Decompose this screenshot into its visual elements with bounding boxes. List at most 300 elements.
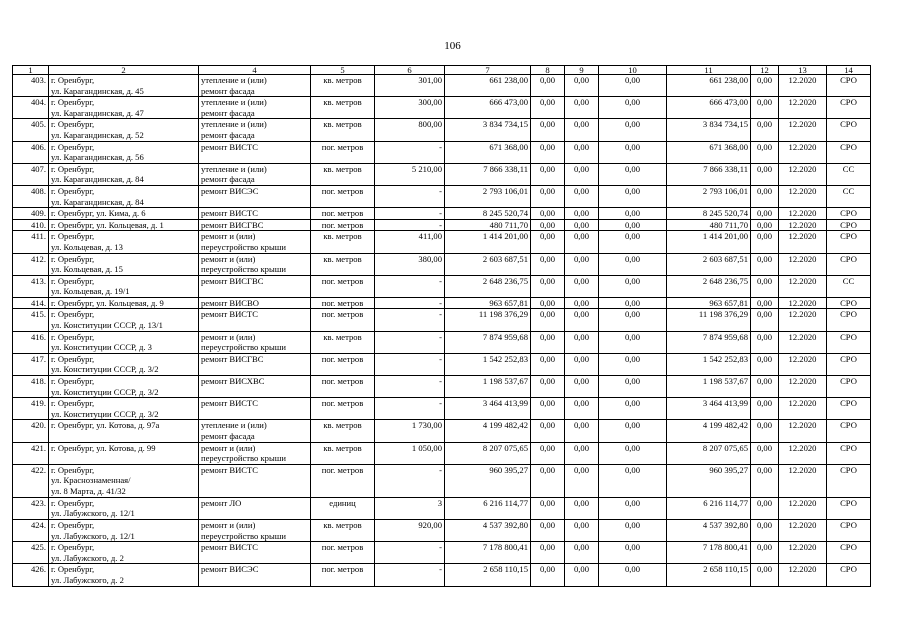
method-cell: СРО: [827, 253, 871, 275]
municipal-cost-cell: 0,00: [599, 163, 667, 185]
fund-cost-cell: 0,00: [531, 442, 565, 464]
table-row: [13, 420, 871, 442]
method-cell: СРО: [827, 297, 871, 309]
method-cell: СРО: [827, 420, 871, 442]
total-cost-cell: 666 473,00: [445, 97, 531, 119]
column-number-header: 6: [375, 66, 445, 75]
work-type-cell: ремонт и (или) переустройство крыши: [199, 331, 311, 353]
column-number-header: 5: [311, 66, 375, 75]
unit-cell: пог. метров: [311, 208, 375, 220]
row-number-cell: 425.: [13, 542, 49, 564]
other-cost-cell: 0,00: [751, 185, 779, 207]
budget-cost-cell: 0,00: [565, 141, 599, 163]
volume-cell: -: [375, 331, 445, 353]
owners-cost-cell: 2 658 110,15: [667, 564, 751, 586]
address-cell: г. Оренбург, ул. Карагандинская, д. 45: [49, 75, 199, 97]
volume-cell: -: [375, 398, 445, 420]
address-cell: г. Оренбург, ул. Конституции СССР, д. 3/2: [49, 353, 199, 375]
other-cost-cell: 0,00: [751, 542, 779, 564]
unit-cell: кв. метров: [311, 163, 375, 185]
volume-cell: -: [375, 309, 445, 331]
unit-cell: пог. метров: [311, 309, 375, 331]
completion-date-cell: 12.2020: [779, 253, 827, 275]
volume-cell: 920,00: [375, 519, 445, 541]
row-number-cell: 410.: [13, 219, 49, 231]
volume-cell: 800,00: [375, 119, 445, 141]
table-row: [13, 331, 871, 353]
completion-date-cell: 12.2020: [779, 398, 827, 420]
fund-cost-cell: 0,00: [531, 420, 565, 442]
completion-date-cell: 12.2020: [779, 331, 827, 353]
owners-cost-cell: 7 866 338,11: [667, 163, 751, 185]
table-row: [13, 376, 871, 398]
column-number-header: 7: [445, 66, 531, 75]
other-cost-cell: 0,00: [751, 331, 779, 353]
work-type-cell: ремонт ВИСХВС: [199, 376, 311, 398]
table-row: [13, 564, 871, 586]
completion-date-cell: 12.2020: [779, 119, 827, 141]
address-cell: г. Оренбург, ул. Кольцевая, д. 13: [49, 231, 199, 253]
address-cell: г. Оренбург, ул. Карагандинская, д. 47: [49, 97, 199, 119]
total-cost-cell: 2 648 236,75: [445, 275, 531, 297]
budget-cost-cell: 0,00: [565, 353, 599, 375]
total-cost-cell: 671 368,00: [445, 141, 531, 163]
other-cost-cell: 0,00: [751, 497, 779, 519]
method-cell: СРО: [827, 75, 871, 97]
fund-cost-cell: 0,00: [531, 331, 565, 353]
address-cell: г. Оренбург, ул. Конституции СССР, д. 3/2: [49, 376, 199, 398]
table-row: [13, 253, 871, 275]
other-cost-cell: 0,00: [751, 519, 779, 541]
owners-cost-cell: 8 207 075,65: [667, 442, 751, 464]
municipal-cost-cell: 0,00: [599, 275, 667, 297]
total-cost-cell: 11 198 376,29: [445, 309, 531, 331]
address-cell: г. Оренбург, ул. Кольцевая, д. 1: [49, 219, 199, 231]
completion-date-cell: 12.2020: [779, 497, 827, 519]
fund-cost-cell: 0,00: [531, 231, 565, 253]
volume-cell: 5 210,00: [375, 163, 445, 185]
completion-date-cell: 12.2020: [779, 97, 827, 119]
completion-date-cell: 12.2020: [779, 309, 827, 331]
row-number-cell: 419.: [13, 398, 49, 420]
column-number-header: 10: [599, 66, 667, 75]
row-number-cell: 417.: [13, 353, 49, 375]
address-cell: г. Оренбург, ул. Лабужского, д. 2: [49, 564, 199, 586]
fund-cost-cell: 0,00: [531, 185, 565, 207]
other-cost-cell: 0,00: [751, 141, 779, 163]
volume-cell: -: [375, 464, 445, 497]
row-number-cell: 407.: [13, 163, 49, 185]
work-type-cell: ремонт и (или) переустройство крыши: [199, 442, 311, 464]
volume-cell: -: [375, 141, 445, 163]
fund-cost-cell: 0,00: [531, 497, 565, 519]
budget-cost-cell: 0,00: [565, 519, 599, 541]
address-cell: г. Оренбург, ул. Лабужского, д. 12/1: [49, 519, 199, 541]
municipal-cost-cell: 0,00: [599, 398, 667, 420]
budget-cost-cell: 0,00: [565, 542, 599, 564]
table-row: [13, 97, 871, 119]
municipal-cost-cell: 0,00: [599, 97, 667, 119]
volume-cell: -: [375, 297, 445, 309]
other-cost-cell: 0,00: [751, 97, 779, 119]
method-cell: СРО: [827, 464, 871, 497]
column-number-header: 14: [827, 66, 871, 75]
work-type-cell: утепление и (или) ремонт фасада: [199, 75, 311, 97]
fund-cost-cell: 0,00: [531, 141, 565, 163]
method-cell: СРО: [827, 119, 871, 141]
budget-cost-cell: 0,00: [565, 208, 599, 220]
row-number-cell: 416.: [13, 331, 49, 353]
volume-cell: -: [375, 376, 445, 398]
owners-cost-cell: 7 874 959,68: [667, 331, 751, 353]
municipal-cost-cell: 0,00: [599, 331, 667, 353]
unit-cell: кв. метров: [311, 97, 375, 119]
completion-date-cell: 12.2020: [779, 442, 827, 464]
fund-cost-cell: 0,00: [531, 119, 565, 141]
completion-date-cell: 12.2020: [779, 564, 827, 586]
unit-cell: пог. метров: [311, 297, 375, 309]
table-row: [13, 464, 871, 497]
unit-cell: пог. метров: [311, 353, 375, 375]
budget-cost-cell: 0,00: [565, 564, 599, 586]
completion-date-cell: 12.2020: [779, 376, 827, 398]
method-cell: СРО: [827, 97, 871, 119]
municipal-cost-cell: 0,00: [599, 75, 667, 97]
work-type-cell: ремонт ВИСВО: [199, 297, 311, 309]
total-cost-cell: 4 537 392,80: [445, 519, 531, 541]
other-cost-cell: 0,00: [751, 219, 779, 231]
work-type-cell: ремонт ВИСТС: [199, 309, 311, 331]
address-cell: г. Оренбург, ул. Кольцевая, д. 15: [49, 253, 199, 275]
method-cell: СРО: [827, 564, 871, 586]
work-type-cell: ремонт ВИСТС: [199, 542, 311, 564]
table-body: [13, 75, 871, 587]
total-cost-cell: 1 414 201,00: [445, 231, 531, 253]
unit-cell: единиц: [311, 497, 375, 519]
fund-cost-cell: 0,00: [531, 275, 565, 297]
other-cost-cell: 0,00: [751, 353, 779, 375]
owners-cost-cell: 2 793 106,01: [667, 185, 751, 207]
completion-date-cell: 12.2020: [779, 141, 827, 163]
table-row: [13, 75, 871, 97]
row-number-cell: 415.: [13, 309, 49, 331]
fund-cost-cell: 0,00: [531, 464, 565, 497]
work-type-cell: утепление и (или) ремонт фасада: [199, 420, 311, 442]
address-cell: г. Оренбург, ул. Кольцевая, д. 19/1: [49, 275, 199, 297]
table-row: [13, 442, 871, 464]
column-number-header: 2: [49, 66, 199, 75]
other-cost-cell: 0,00: [751, 376, 779, 398]
method-cell: СРО: [827, 376, 871, 398]
unit-cell: кв. метров: [311, 442, 375, 464]
volume-cell: 3: [375, 497, 445, 519]
fund-cost-cell: 0,00: [531, 376, 565, 398]
work-type-cell: утепление и (или) ремонт фасада: [199, 119, 311, 141]
completion-date-cell: 12.2020: [779, 542, 827, 564]
method-cell: СРО: [827, 309, 871, 331]
owners-cost-cell: 6 216 114,77: [667, 497, 751, 519]
completion-date-cell: 12.2020: [779, 75, 827, 97]
row-number-cell: 405.: [13, 119, 49, 141]
total-cost-cell: 480 711,70: [445, 219, 531, 231]
work-type-cell: ремонт ВИСГВС: [199, 219, 311, 231]
work-type-cell: утепление и (или) ремонт фасада: [199, 97, 311, 119]
municipal-cost-cell: 0,00: [599, 376, 667, 398]
owners-cost-cell: 661 238,00: [667, 75, 751, 97]
address-cell: г. Оренбург, ул. Карагандинская, д. 84: [49, 185, 199, 207]
municipal-cost-cell: 0,00: [599, 185, 667, 207]
column-number-header: 4: [199, 66, 311, 75]
work-type-cell: ремонт ВИСТС: [199, 464, 311, 497]
owners-cost-cell: 3 464 413,99: [667, 398, 751, 420]
work-type-cell: ремонт и (или) переустройство крыши: [199, 253, 311, 275]
completion-date-cell: 12.2020: [779, 231, 827, 253]
budget-cost-cell: 0,00: [565, 420, 599, 442]
column-number-header: 11: [667, 66, 751, 75]
owners-cost-cell: 7 178 800,41: [667, 542, 751, 564]
municipal-cost-cell: 0,00: [599, 141, 667, 163]
work-type-cell: ремонт ВИСЭС: [199, 185, 311, 207]
other-cost-cell: 0,00: [751, 297, 779, 309]
completion-date-cell: 12.2020: [779, 185, 827, 207]
total-cost-cell: 963 657,81: [445, 297, 531, 309]
fund-cost-cell: 0,00: [531, 75, 565, 97]
row-number-cell: 412.: [13, 253, 49, 275]
unit-cell: пог. метров: [311, 398, 375, 420]
unit-cell: пог. метров: [311, 376, 375, 398]
method-cell: СРО: [827, 398, 871, 420]
other-cost-cell: 0,00: [751, 442, 779, 464]
table-row: [13, 208, 871, 220]
address-cell: г. Оренбург, ул. Лабужского, д. 2: [49, 542, 199, 564]
owners-cost-cell: 1 542 252,83: [667, 353, 751, 375]
budget-cost-cell: 0,00: [565, 331, 599, 353]
budget-cost-cell: 0,00: [565, 297, 599, 309]
unit-cell: пог. метров: [311, 542, 375, 564]
table-row: [13, 309, 871, 331]
work-type-cell: ремонт ВИСГВС: [199, 353, 311, 375]
fund-cost-cell: 0,00: [531, 297, 565, 309]
table-row: [13, 219, 871, 231]
other-cost-cell: 0,00: [751, 564, 779, 586]
table-row: [13, 519, 871, 541]
address-cell: г. Оренбург, ул. Котова, д. 97а: [49, 420, 199, 442]
other-cost-cell: 0,00: [751, 464, 779, 497]
table-row: [13, 119, 871, 141]
volume-cell: 1 730,00: [375, 420, 445, 442]
municipal-cost-cell: 0,00: [599, 208, 667, 220]
address-cell: г. Оренбург, ул. Кима, д. 6: [49, 208, 199, 220]
row-number-cell: 408.: [13, 185, 49, 207]
total-cost-cell: 4 199 482,42: [445, 420, 531, 442]
work-type-cell: ремонт ВИСГВС: [199, 275, 311, 297]
method-cell: СС: [827, 163, 871, 185]
completion-date-cell: 12.2020: [779, 219, 827, 231]
fund-cost-cell: 0,00: [531, 309, 565, 331]
volume-cell: -: [375, 219, 445, 231]
work-type-cell: ремонт ВИСЭС: [199, 564, 311, 586]
capital-repair-table: [12, 65, 871, 587]
row-number-cell: 426.: [13, 564, 49, 586]
address-cell: г. Оренбург, ул. Котова, д. 99: [49, 442, 199, 464]
other-cost-cell: 0,00: [751, 208, 779, 220]
unit-cell: пог. метров: [311, 141, 375, 163]
completion-date-cell: 12.2020: [779, 297, 827, 309]
total-cost-cell: 2 793 106,01: [445, 185, 531, 207]
address-cell: г. Оренбург, ул. Карагандинская, д. 84: [49, 163, 199, 185]
budget-cost-cell: 0,00: [565, 219, 599, 231]
unit-cell: кв. метров: [311, 231, 375, 253]
budget-cost-cell: 0,00: [565, 231, 599, 253]
column-number-header: 1: [13, 66, 49, 75]
fund-cost-cell: 0,00: [531, 219, 565, 231]
table-row: [13, 231, 871, 253]
method-cell: СРО: [827, 542, 871, 564]
address-cell: г. Оренбург, ул. Конституции СССР, д. 3/2: [49, 398, 199, 420]
municipal-cost-cell: 0,00: [599, 542, 667, 564]
row-number-cell: 421.: [13, 442, 49, 464]
municipal-cost-cell: 0,00: [599, 442, 667, 464]
completion-date-cell: 12.2020: [779, 420, 827, 442]
total-cost-cell: 1 198 537,67: [445, 376, 531, 398]
table-row: [13, 275, 871, 297]
row-number-cell: 413.: [13, 275, 49, 297]
address-cell: г. Оренбург, ул. Карагандинская, д. 52: [49, 119, 199, 141]
municipal-cost-cell: 0,00: [599, 253, 667, 275]
fund-cost-cell: 0,00: [531, 208, 565, 220]
address-cell: г. Оренбург, ул. Карагандинская, д. 56: [49, 141, 199, 163]
budget-cost-cell: 0,00: [565, 464, 599, 497]
unit-cell: кв. метров: [311, 519, 375, 541]
completion-date-cell: 12.2020: [779, 519, 827, 541]
unit-cell: пог. метров: [311, 564, 375, 586]
fund-cost-cell: 0,00: [531, 97, 565, 119]
completion-date-cell: 12.2020: [779, 208, 827, 220]
total-cost-cell: 8 245 520,74: [445, 208, 531, 220]
method-cell: СРО: [827, 331, 871, 353]
method-cell: СС: [827, 275, 871, 297]
budget-cost-cell: 0,00: [565, 275, 599, 297]
table-row: [13, 353, 871, 375]
other-cost-cell: 0,00: [751, 275, 779, 297]
method-cell: СРО: [827, 353, 871, 375]
budget-cost-cell: 0,00: [565, 75, 599, 97]
total-cost-cell: 3 464 413,99: [445, 398, 531, 420]
unit-cell: пог. метров: [311, 185, 375, 207]
column-number-header: 12: [751, 66, 779, 75]
municipal-cost-cell: 0,00: [599, 353, 667, 375]
municipal-cost-cell: 0,00: [599, 420, 667, 442]
other-cost-cell: 0,00: [751, 309, 779, 331]
column-number-header: 8: [531, 66, 565, 75]
volume-cell: 380,00: [375, 253, 445, 275]
work-type-cell: утепление и (или) ремонт фасада: [199, 163, 311, 185]
row-number-cell: 422.: [13, 464, 49, 497]
completion-date-cell: 12.2020: [779, 464, 827, 497]
municipal-cost-cell: 0,00: [599, 297, 667, 309]
fund-cost-cell: 0,00: [531, 398, 565, 420]
column-number-header: 9: [565, 66, 599, 75]
row-number-cell: 406.: [13, 141, 49, 163]
method-cell: СРО: [827, 141, 871, 163]
budget-cost-cell: 0,00: [565, 442, 599, 464]
budget-cost-cell: 0,00: [565, 398, 599, 420]
unit-cell: кв. метров: [311, 75, 375, 97]
owners-cost-cell: 671 368,00: [667, 141, 751, 163]
other-cost-cell: 0,00: [751, 398, 779, 420]
volume-cell: 411,00: [375, 231, 445, 253]
row-number-cell: 409.: [13, 208, 49, 220]
row-number-cell: 414.: [13, 297, 49, 309]
municipal-cost-cell: 0,00: [599, 219, 667, 231]
unit-cell: пог. метров: [311, 219, 375, 231]
work-type-cell: ремонт ВИСТС: [199, 398, 311, 420]
work-type-cell: ремонт ВИСТС: [199, 208, 311, 220]
municipal-cost-cell: 0,00: [599, 119, 667, 141]
fund-cost-cell: 0,00: [531, 564, 565, 586]
other-cost-cell: 0,00: [751, 163, 779, 185]
total-cost-cell: 7 874 959,68: [445, 331, 531, 353]
owners-cost-cell: 666 473,00: [667, 97, 751, 119]
address-cell: г. Оренбург, ул. Конституции СССР, д. 13/1: [49, 309, 199, 331]
completion-date-cell: 12.2020: [779, 353, 827, 375]
unit-cell: пог. метров: [311, 275, 375, 297]
address-cell: г. Оренбург, ул. Конституции СССР, д. 3: [49, 331, 199, 353]
budget-cost-cell: 0,00: [565, 163, 599, 185]
fund-cost-cell: 0,00: [531, 353, 565, 375]
total-cost-cell: 6 216 114,77: [445, 497, 531, 519]
method-cell: СРО: [827, 497, 871, 519]
row-number-cell: 404.: [13, 97, 49, 119]
total-cost-cell: 2 603 687,51: [445, 253, 531, 275]
owners-cost-cell: 4 537 392,80: [667, 519, 751, 541]
volume-cell: -: [375, 185, 445, 207]
work-type-cell: ремонт ЛО: [199, 497, 311, 519]
volume-cell: -: [375, 208, 445, 220]
volume-cell: -: [375, 542, 445, 564]
unit-cell: кв. метров: [311, 119, 375, 141]
total-cost-cell: 1 542 252,83: [445, 353, 531, 375]
total-cost-cell: 8 207 075,65: [445, 442, 531, 464]
other-cost-cell: 0,00: [751, 75, 779, 97]
municipal-cost-cell: 0,00: [599, 309, 667, 331]
municipal-cost-cell: 0,00: [599, 519, 667, 541]
unit-cell: пог. метров: [311, 464, 375, 497]
volume-cell: 1 050,00: [375, 442, 445, 464]
owners-cost-cell: 963 657,81: [667, 297, 751, 309]
total-cost-cell: 2 658 110,15: [445, 564, 531, 586]
unit-cell: кв. метров: [311, 253, 375, 275]
unit-cell: кв. метров: [311, 331, 375, 353]
other-cost-cell: 0,00: [751, 253, 779, 275]
owners-cost-cell: 480 711,70: [667, 219, 751, 231]
owners-cost-cell: 4 199 482,42: [667, 420, 751, 442]
budget-cost-cell: 0,00: [565, 97, 599, 119]
municipal-cost-cell: 0,00: [599, 497, 667, 519]
method-cell: СРО: [827, 231, 871, 253]
row-number-cell: 424.: [13, 519, 49, 541]
column-number-header: 13: [779, 66, 827, 75]
address-cell: г. Оренбург, ул. Краснознаменная/ ул. 8 Марта, д. 41/32: [49, 464, 199, 497]
owners-cost-cell: 2 648 236,75: [667, 275, 751, 297]
owners-cost-cell: 11 198 376,29: [667, 309, 751, 331]
address-cell: г. Оренбург, ул. Кольцевая, д. 9: [49, 297, 199, 309]
fund-cost-cell: 0,00: [531, 519, 565, 541]
total-cost-cell: 7 866 338,11: [445, 163, 531, 185]
method-cell: СРО: [827, 519, 871, 541]
other-cost-cell: 0,00: [751, 119, 779, 141]
owners-cost-cell: 8 245 520,74: [667, 208, 751, 220]
